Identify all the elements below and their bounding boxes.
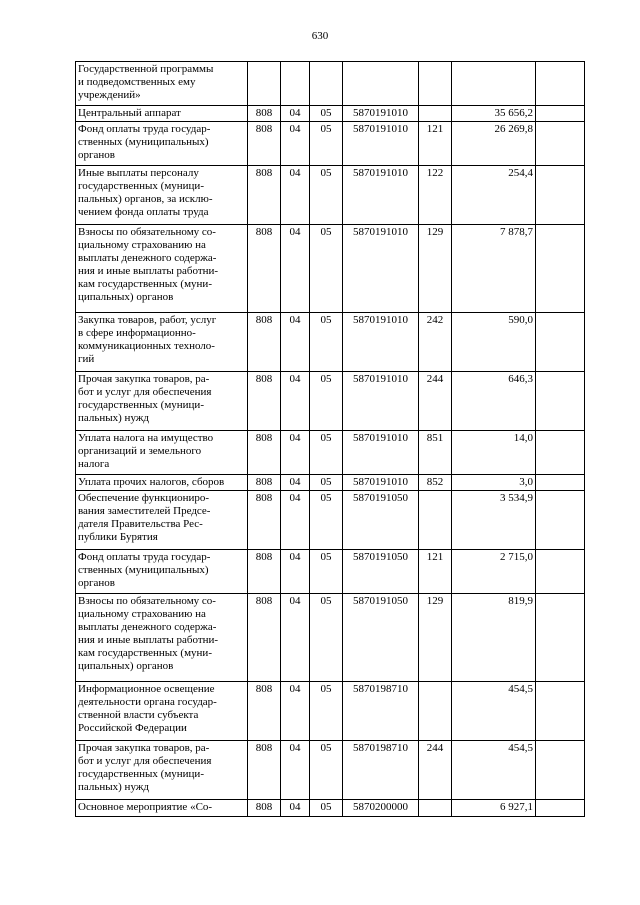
cell-subsection-code: 05 bbox=[310, 106, 343, 122]
cell-amount: 14,0 bbox=[452, 431, 536, 475]
cell-subsection-code: 05 bbox=[310, 800, 343, 817]
cell-subsection-code: 05 bbox=[310, 491, 343, 550]
cell-ministry-code: 808 bbox=[248, 431, 281, 475]
cell-section-code bbox=[281, 62, 310, 106]
page-number: 630 bbox=[311, 30, 329, 42]
table-row bbox=[76, 431, 585, 475]
cell-ministry-code: 808 bbox=[248, 682, 281, 741]
cell-subsection-code: 05 bbox=[310, 594, 343, 682]
cell-name: Прочая закупка товаров, ра- бот и услуг для обеспечения государственных (муници- пальных) нужд bbox=[76, 372, 248, 431]
cell-amount: 254,4 bbox=[452, 166, 536, 225]
cell-subsection-code: 05 bbox=[310, 741, 343, 800]
cell-empty bbox=[536, 431, 585, 475]
cell-amount: 7 878,7 bbox=[452, 225, 536, 313]
cell-section-code: 04 bbox=[281, 800, 310, 817]
cell-empty bbox=[536, 62, 585, 106]
cell-amount: 3 534,9 bbox=[452, 491, 536, 550]
cell-target-article: 5870191010 bbox=[343, 166, 419, 225]
cell-expense-type bbox=[419, 62, 452, 106]
cell-name: Уплата налога на имущество организаций и земельного налога bbox=[76, 431, 248, 475]
cell-name: Взносы по обязательному со- циальному страхованию на выплаты денежного содержа- ния и иные выплаты работни- кам государственных (муни- ципальных) органов bbox=[76, 594, 248, 682]
cell-name: Фонд оплаты труда государ- ственных (муниципальных) органов bbox=[76, 550, 248, 594]
cell-target-article: 5870191050 bbox=[343, 491, 419, 550]
table-row bbox=[76, 475, 585, 491]
cell-target-article: 5870191010 bbox=[343, 122, 419, 166]
cell-section-code: 04 bbox=[281, 313, 310, 372]
table-row bbox=[76, 225, 585, 313]
cell-name: Уплата прочих налогов, сборов bbox=[76, 475, 248, 491]
cell-expense-type: 244 bbox=[419, 741, 452, 800]
cell-empty bbox=[536, 106, 585, 122]
cell-expense-type: 129 bbox=[419, 225, 452, 313]
table-row bbox=[76, 166, 585, 225]
cell-expense-type bbox=[419, 491, 452, 550]
cell-name: Государственной программы и подведомственных ему учреждений» bbox=[76, 62, 248, 106]
cell-section-code: 04 bbox=[281, 594, 310, 682]
cell-ministry-code: 808 bbox=[248, 225, 281, 313]
cell-expense-type bbox=[419, 800, 452, 817]
cell-target-article: 5870191010 bbox=[343, 313, 419, 372]
table-row bbox=[76, 372, 585, 431]
cell-name: Закупка товаров, работ, услуг в сфере информационно- коммуникационных техноло- гий bbox=[76, 313, 248, 372]
cell-target-article: 5870191010 bbox=[343, 475, 419, 491]
cell-ministry-code: 808 bbox=[248, 800, 281, 817]
cell-empty bbox=[536, 550, 585, 594]
cell-target-article: 5870191010 bbox=[343, 431, 419, 475]
cell-expense-type: 851 bbox=[419, 431, 452, 475]
cell-amount: 2 715,0 bbox=[452, 550, 536, 594]
cell-ministry-code bbox=[248, 62, 281, 106]
cell-ministry-code: 808 bbox=[248, 313, 281, 372]
cell-section-code: 04 bbox=[281, 166, 310, 225]
table-row bbox=[76, 800, 585, 817]
cell-ministry-code: 808 bbox=[248, 594, 281, 682]
table-body bbox=[76, 62, 585, 817]
table-row bbox=[76, 594, 585, 682]
cell-expense-type: 244 bbox=[419, 372, 452, 431]
cell-ministry-code: 808 bbox=[248, 491, 281, 550]
cell-empty bbox=[536, 741, 585, 800]
cell-section-code: 04 bbox=[281, 122, 310, 166]
cell-section-code: 04 bbox=[281, 550, 310, 594]
cell-target-article: 5870191010 bbox=[343, 372, 419, 431]
cell-empty bbox=[536, 372, 585, 431]
cell-expense-type: 121 bbox=[419, 122, 452, 166]
cell-empty bbox=[536, 491, 585, 550]
cell-subsection-code: 05 bbox=[310, 166, 343, 225]
cell-expense-type bbox=[419, 682, 452, 741]
cell-section-code: 04 bbox=[281, 741, 310, 800]
cell-section-code: 04 bbox=[281, 491, 310, 550]
cell-amount: 26 269,8 bbox=[452, 122, 536, 166]
budget-table bbox=[75, 61, 585, 817]
cell-subsection-code: 05 bbox=[310, 313, 343, 372]
cell-expense-type: 121 bbox=[419, 550, 452, 594]
cell-expense-type: 852 bbox=[419, 475, 452, 491]
cell-expense-type: 242 bbox=[419, 313, 452, 372]
cell-empty bbox=[536, 475, 585, 491]
cell-name: Информационное освещение деятельности органа государ- ственной власти субъекта Российской Федерации bbox=[76, 682, 248, 741]
cell-target-article: 5870191010 bbox=[343, 106, 419, 122]
cell-amount: 6 927,1 bbox=[452, 800, 536, 817]
cell-subsection-code bbox=[310, 62, 343, 106]
table-row bbox=[76, 491, 585, 550]
table-row bbox=[76, 741, 585, 800]
cell-name: Обеспечение функциониро- вания заместителей Предсе- дателя Правительства Рес- публики Бурятия bbox=[76, 491, 248, 550]
cell-ministry-code: 808 bbox=[248, 550, 281, 594]
cell-empty bbox=[536, 122, 585, 166]
cell-target-article: 5870191050 bbox=[343, 550, 419, 594]
cell-target-article: 5870200000 bbox=[343, 800, 419, 817]
cell-section-code: 04 bbox=[281, 225, 310, 313]
cell-name: Иные выплаты персоналу государственных (муници- пальных) органов, за исклю- чением фонда оплаты труда bbox=[76, 166, 248, 225]
cell-ministry-code: 808 bbox=[248, 372, 281, 431]
table-row bbox=[76, 106, 585, 122]
cell-target-article: 5870191050 bbox=[343, 594, 419, 682]
cell-target-article: 5870198710 bbox=[343, 682, 419, 741]
cell-section-code: 04 bbox=[281, 682, 310, 741]
cell-amount: 35 656,2 bbox=[452, 106, 536, 122]
cell-name: Основное мероприятие «Со- bbox=[76, 800, 248, 817]
cell-expense-type: 129 bbox=[419, 594, 452, 682]
cell-ministry-code: 808 bbox=[248, 106, 281, 122]
cell-ministry-code: 808 bbox=[248, 741, 281, 800]
cell-target-article bbox=[343, 62, 419, 106]
cell-subsection-code: 05 bbox=[310, 122, 343, 166]
cell-name: Прочая закупка товаров, ра- бот и услуг для обеспечения государственных (муници- пальных) нужд bbox=[76, 741, 248, 800]
cell-ministry-code: 808 bbox=[248, 122, 281, 166]
cell-subsection-code: 05 bbox=[310, 431, 343, 475]
cell-name: Взносы по обязательному со- циальному страхованию на выплаты денежного содержа- ния и иные выплаты работни- кам государственных (муни- ципальных) органов bbox=[76, 225, 248, 313]
cell-expense-type bbox=[419, 106, 452, 122]
cell-name: Центральный аппарат bbox=[76, 106, 248, 122]
table-row bbox=[76, 62, 585, 106]
cell-subsection-code: 05 bbox=[310, 550, 343, 594]
cell-section-code: 04 bbox=[281, 372, 310, 431]
cell-amount: 819,9 bbox=[452, 594, 536, 682]
cell-amount: 590,0 bbox=[452, 313, 536, 372]
cell-subsection-code: 05 bbox=[310, 475, 343, 491]
cell-subsection-code: 05 bbox=[310, 682, 343, 741]
cell-target-article: 5870191010 bbox=[343, 225, 419, 313]
cell-name: Фонд оплаты труда государ- ственных (муниципальных) органов bbox=[76, 122, 248, 166]
cell-section-code: 04 bbox=[281, 431, 310, 475]
cell-amount: 646,3 bbox=[452, 372, 536, 431]
cell-subsection-code: 05 bbox=[310, 225, 343, 313]
cell-amount bbox=[452, 62, 536, 106]
cell-empty bbox=[536, 682, 585, 741]
cell-amount: 454,5 bbox=[452, 741, 536, 800]
cell-empty bbox=[536, 225, 585, 313]
cell-ministry-code: 808 bbox=[248, 166, 281, 225]
table-row bbox=[76, 122, 585, 166]
table-row bbox=[76, 682, 585, 741]
cell-empty bbox=[536, 166, 585, 225]
cell-amount: 3,0 bbox=[452, 475, 536, 491]
cell-expense-type: 122 bbox=[419, 166, 452, 225]
cell-section-code: 04 bbox=[281, 106, 310, 122]
cell-empty bbox=[536, 800, 585, 817]
cell-empty bbox=[536, 594, 585, 682]
cell-target-article: 5870198710 bbox=[343, 741, 419, 800]
cell-subsection-code: 05 bbox=[310, 372, 343, 431]
cell-section-code: 04 bbox=[281, 475, 310, 491]
table-row bbox=[76, 550, 585, 594]
cell-empty bbox=[536, 313, 585, 372]
table-row bbox=[76, 313, 585, 372]
cell-ministry-code: 808 bbox=[248, 475, 281, 491]
cell-amount: 454,5 bbox=[452, 682, 536, 741]
